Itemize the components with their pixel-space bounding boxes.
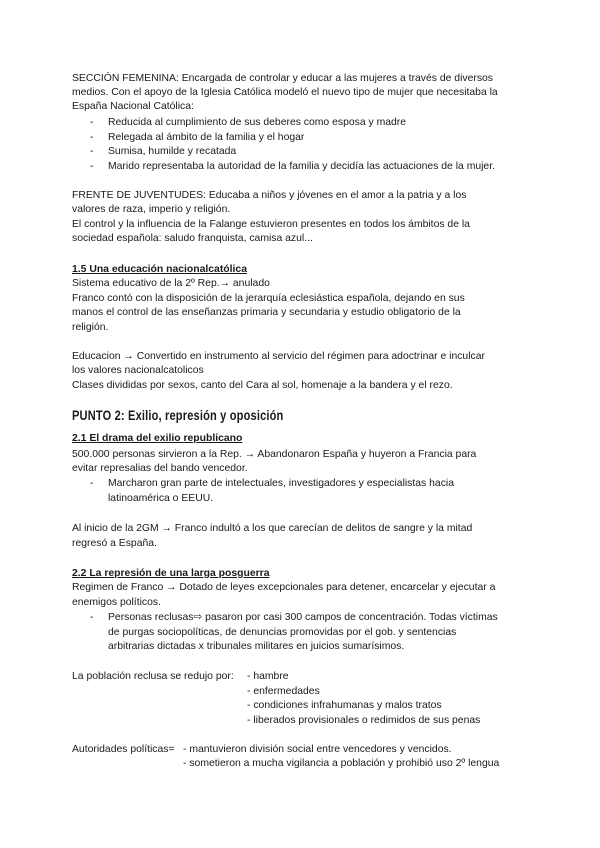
- educacion-line-4: religión.: [72, 322, 109, 333]
- seccion-femenina-bullet: Relegada al ámbito de la familia y el hogar: [108, 132, 305, 143]
- seccion-femenina-line-3: España Nacional Católica:: [72, 101, 194, 112]
- bullet-dash: -: [90, 478, 94, 489]
- poblacion-item: - condiciones infrahumanas y malos tratos: [247, 700, 442, 711]
- educacion-line-6: los valores nacionalcatolicos: [72, 365, 204, 376]
- educacion-line-1: Sistema educativo de la 2º Rep.→ anulado: [72, 278, 270, 289]
- educacion-line-5: Educacion → Convertido en instrumento al servicio del régimen para adoctrinar e inculcar: [72, 351, 485, 362]
- exilio-bullet-line-2: latinoamérica o EEUU.: [108, 493, 214, 504]
- exilio-line-3: Al inicio de la 2GM → Franco indultó a los que carecían de delitos de sangre y la mitad: [72, 523, 473, 534]
- represion-bullet-line-3: arbitrarias dictadas x tribunales militares en juicios sumarísimos.: [108, 641, 405, 652]
- heading-represion: 2.2 La represión de una larga posguerra: [72, 568, 270, 579]
- bullet-dash: -: [90, 161, 94, 172]
- poblacion-item: - enfermedades: [247, 686, 320, 697]
- exilio-line-2: evitar represalias del bando vencedor.: [72, 463, 248, 474]
- seccion-femenina-line-2: medios. Con el apoyo de la Iglesia Católica modeló el nuevo tipo de mujer que necesitaba la: [72, 87, 498, 98]
- exilio-bullet-line-1: Marcharon gran parte de intelectuales, investigadores y especialistas hacia: [108, 478, 454, 489]
- frente-line-4: sociedad española: saludo franquista, camisa azul...: [72, 233, 313, 244]
- bullet-dash: -: [90, 132, 94, 143]
- educacion-line-7: Clases divididas por sexos, canto del Cara al sol, homenaje a la bandera y el rezo.: [72, 380, 453, 391]
- represion-bullet-line-2: de purgas sociopolíticas, de denuncias promovidas por el gob. y sentencias: [108, 627, 457, 638]
- exilio-line-4: regresó a España.: [72, 538, 157, 549]
- educacion-line-2: Franco contó con la disposición de la jerarquía eclesiástica española, dejando en sus: [72, 293, 465, 304]
- represion-line-2: enemigos políticos.: [72, 597, 161, 608]
- autoridades-label: Autoridades políticas=: [72, 744, 175, 755]
- represion-bullet-line-1: Personas reclusas⇨ pasaron por casi 300 campos de concentración. Todas víctimas: [108, 612, 498, 623]
- frente-line-2: valores de raza, imperio y religión.: [72, 204, 231, 215]
- seccion-femenina-line-1: SECCIÓN FEMENINA: Encargada de controlar y educar a las mujeres a través de diversos: [72, 73, 493, 84]
- bullet-dash: -: [90, 146, 94, 157]
- autoridades-item: - mantuvieron división social entre vencedores y vencidos.: [183, 744, 452, 755]
- frente-line-1: FRENTE DE JUVENTUDES: Educaba a niños y jóvenes en el amor a la patria y a los: [72, 190, 467, 201]
- poblacion-item: - liberados provisionales o redimidos de sus penas: [247, 715, 481, 726]
- exilio-line-1: 500.000 personas sirvieron a la Rep. → Abandonaron España y huyeron a Francia para: [72, 449, 477, 460]
- seccion-femenina-bullet: Sumisa, humilde y recatada: [108, 146, 237, 157]
- bullet-dash: -: [90, 612, 94, 623]
- seccion-femenina-bullet: Reducida al cumplimiento de sus deberes como esposa y madre: [108, 117, 407, 128]
- bullet-dash: -: [90, 117, 94, 128]
- heading-educacion: 1.5 Una educación nacionalcatólica: [72, 264, 247, 275]
- poblacion-label: La población reclusa se redujo por:: [72, 671, 234, 682]
- frente-line-3: El control y la influencia de la Falange estuvieron presentes en todos los ámbitos de la: [72, 219, 470, 230]
- poblacion-item: - hambre: [247, 671, 289, 682]
- autoridades-item: - sometieron a mucha vigilancia a población y prohibió uso 2º lengua: [183, 758, 500, 769]
- educacion-line-3: manos el control de las enseñanzas primaria y secundaria y estudio obligatorio de la: [72, 307, 461, 318]
- seccion-femenina-bullet: Marido representaba la autoridad de la familia y decidía las actuaciones de la mujer.: [108, 161, 495, 172]
- punto2-title: PUNTO 2: Exilio, represión y oposición: [72, 408, 284, 423]
- represion-line-1: Regimen de Franco → Dotado de leyes excepcionales para detener, encarcelar y ejecutar a: [72, 582, 496, 593]
- heading-exilio: 2.1 El drama del exilio republicano: [72, 433, 243, 444]
